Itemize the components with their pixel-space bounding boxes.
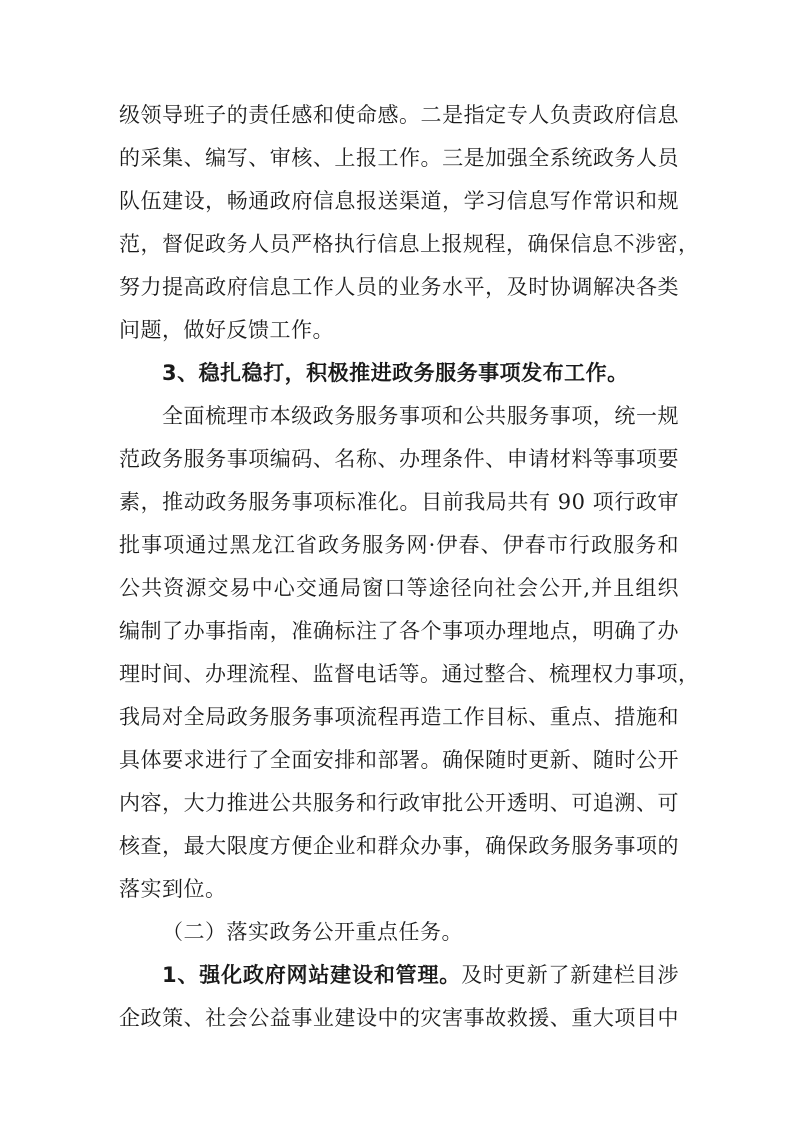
section-heading-3: 3、稳扎稳打，积极推进政务服务事项发布工作。 <box>162 361 629 385</box>
paragraph-1-line-5: 努力提高政府信息工作人员的业务水平，及时协调解决各类 <box>119 275 679 299</box>
paragraph-2-line-9: 具体要求进行了全面安排和部署。确保随时更新、随时公开 <box>119 748 679 772</box>
paragraph-2-line-5: 公共资源交易中心交通局窗口等途径向社会公开,并且组织 <box>119 576 679 600</box>
paragraph-3-line-2: 企政策、社会公益事业建设中的灾害事故救援、重大项目中 <box>119 1006 679 1030</box>
paragraph-3-line-1 <box>162 955 679 995</box>
paragraph-2-line-8: 我局对全局政务服务事项流程再造工作目标、重点、措施和 <box>119 705 679 729</box>
paragraph-1-line-4: 范，督促政务人员严格执行信息上报规程，确保信息不涉密， <box>119 232 700 256</box>
paragraph-2-line-11: 核查，最大限度方便企业和群众办事，确保政务服务事项的 <box>119 834 679 858</box>
paragraph-2-line-6: 编制了办事指南，准确标注了各个事项办理地点，明确了办 <box>119 619 679 643</box>
paragraph-2-line-3: 素，推动政务服务事项标准化。目前我局共有 90 项行政审 <box>119 490 679 514</box>
paragraph-2-line-2: 范政务服务事项编码、名称、办理条件、申请材料等事项要 <box>119 447 679 471</box>
paragraph-2-line-12: 落实到位。 <box>119 877 227 901</box>
paragraph-1-line-3: 队伍建设，畅通政府信息报送渠道，学习信息写作常识和规 <box>119 189 679 213</box>
paragraph-1-line-2: 的采集、编写、审核、上报工作。三是加强全系统政务人员 <box>119 146 679 170</box>
paragraph-3-lead-rest: 及时更新了新建栏目涉 <box>461 963 679 987</box>
paragraph-2-line-7: 理时间、办理流程、监督电话等。通过整合、梳理权力事项， <box>119 662 700 686</box>
paragraph-2-line-4: 批事项通过黑龙江省政务服务网·伊春、伊春市行政服务和 <box>119 533 679 557</box>
paragraph-3-lead-bold: 1、强化政府网站建设和管理。 <box>162 963 462 987</box>
section-heading-2: （二）落实政务公开重点任务。 <box>162 920 463 944</box>
paragraph-1-line-6: 问题，做好反馈工作。 <box>119 318 334 342</box>
paragraph-2-line-1: 全面梳理市本级政务服务事项和公共服务事项，统一规 <box>162 404 679 428</box>
paragraph-2-line-10: 内容，大力推进公共服务和行政审批公开透明、可追溯、可 <box>119 791 679 815</box>
paragraph-1-line-1: 级领导班子的责任感和使命感。二是指定专人负责政府信息 <box>119 103 679 127</box>
